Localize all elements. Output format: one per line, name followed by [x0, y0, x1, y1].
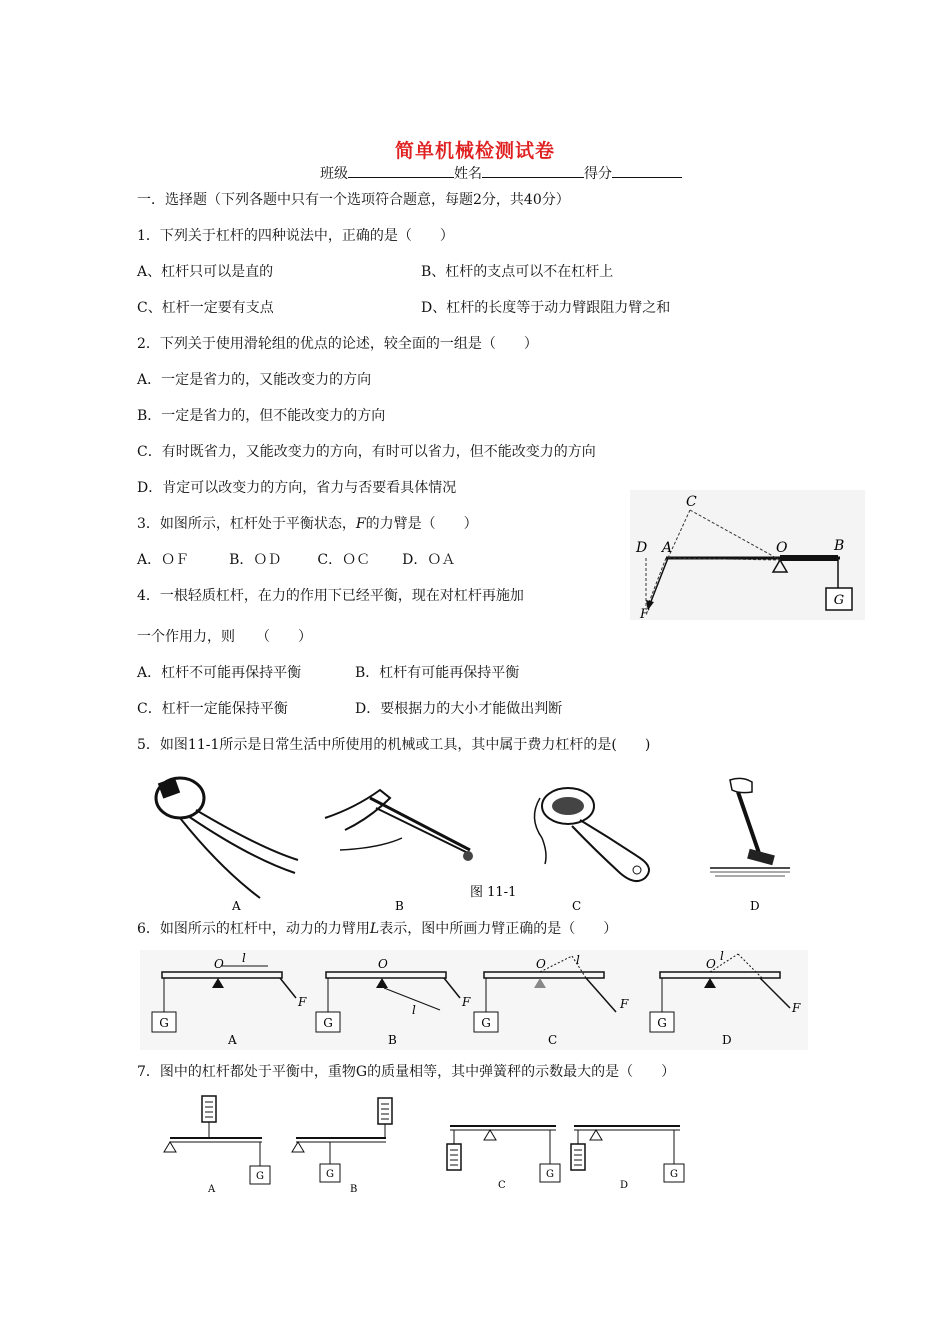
spring-scale-a-marks [205, 1102, 213, 1117]
q4-option-b: B．杠杆有可能再保持平衡 [355, 665, 520, 681]
q3-option-d: D．ＯＡ [402, 552, 456, 568]
q2-option-d: D．肯定可以改变力的方向，省力与否要看具体情况 [137, 480, 457, 496]
q7-label-c: C [498, 1180, 506, 1191]
q2-option-c: C．有时既省力，又能改变力的方向，有时可以省力，但不能改变力的方向 [137, 444, 596, 460]
lever-b-l: l [412, 1003, 416, 1017]
question-5-stem: 5．如图11-1所示是日常生活中所使用的机械或工具，其中属于费力杠杆的是( ) [137, 737, 651, 753]
q2-option-b: B．一定是省力的，但不能改变力的方向 [137, 408, 386, 424]
lever-b-fulcrum [292, 1142, 304, 1152]
spring-scale-d-marks [574, 1150, 582, 1165]
question-6-stem [137, 919, 617, 939]
q6-lever-figure [140, 950, 808, 1050]
question-3-stem [137, 514, 478, 534]
opener-body [572, 820, 649, 881]
lever-c-o: O [536, 957, 546, 971]
spring-scale-b-marks [381, 1104, 389, 1119]
lever-d-fulcrum [590, 1130, 602, 1140]
question-7-stem: 7．图中的杠杆都处于平衡中，重物G的质量相等，其中弹簧秤的示数最大的是（ ） [137, 1064, 676, 1080]
lever-c-fulcrum [484, 1130, 496, 1140]
q7-lever-figure [150, 1092, 710, 1200]
q7-label-d: D [620, 1180, 629, 1191]
q7-b-g: G [326, 1169, 334, 1180]
lever-c-g: G [481, 1016, 491, 1030]
q6-label-d: D [722, 1033, 732, 1047]
label-a: A [662, 540, 673, 556]
q3-options [137, 550, 455, 570]
q3-lever-figure [630, 490, 865, 620]
ground-hatch [710, 872, 790, 876]
label-c: C [686, 494, 697, 510]
pincer-handle-3 [180, 818, 260, 898]
q7-lever-a [164, 1096, 270, 1195]
q6-stem-pre: 6．如图所示的杠杆中，动力的力臂用 [137, 921, 370, 937]
q7-d-g: G [670, 1169, 678, 1180]
tool-label-b: B [395, 899, 404, 913]
q6-label-a: A [228, 1033, 237, 1047]
q7-lever-c [447, 1126, 560, 1191]
lever-b-o: O [378, 957, 388, 971]
score-label: 得分 [584, 166, 612, 182]
lever-a-g: G [159, 1016, 169, 1030]
lever-a-fulcrum [164, 1142, 176, 1152]
pincer-object [158, 777, 180, 798]
q3-stem-var: F [355, 516, 366, 532]
q7-label-a: A [208, 1184, 216, 1195]
question-4-stem-2: 一个作用力，则 （ ） [137, 629, 312, 645]
lever-c-f: F [620, 997, 629, 1011]
tool-b-tweezers [325, 790, 473, 913]
question-1-stem: 1．下列关于杠杆的四种说法中，正确的是（ ） [137, 228, 454, 244]
pincer-handle-1 [188, 816, 295, 873]
tool-c-bottle-opener [534, 788, 649, 913]
q3-stem-pre: 3．如图所示，杠杆处于平衡状态， [137, 516, 356, 532]
label-d: D [636, 540, 648, 556]
fig-11-1-caption: 图 11-1 [470, 885, 517, 900]
q3-option-a: A．ＯＦ [137, 552, 190, 568]
spring-scale-c [447, 1144, 461, 1170]
hand-c-outline [534, 798, 546, 864]
student-info-row [320, 163, 682, 184]
class-blank[interactable] [348, 163, 454, 178]
tool-label-a: A [232, 899, 241, 913]
cap-top [552, 797, 584, 815]
lever-a-l: l [242, 951, 246, 965]
hammer-head [747, 849, 775, 865]
opener-hole [633, 866, 641, 874]
q4-option-d: D．要根据力的大小才能做出判断 [355, 701, 563, 717]
q1-option-b: B、杠杆的支点可以不在杠杆上 [421, 264, 614, 280]
name-blank[interactable] [482, 163, 584, 178]
q3-stem-post: 的力臂是（ ） [365, 516, 478, 532]
question-4-stem-1: 4．一根轻质杠杆，在力的作用下已经平衡，现在对杠杆再施加 [137, 588, 524, 604]
q1-option-d: D、杠杆的长度等于动力臂跟阻力臂之和 [421, 300, 671, 316]
label-f: F [640, 607, 650, 620]
hammer-handle [738, 792, 760, 856]
q6-label-b: B [388, 1033, 397, 1047]
q5-tools-figure [140, 768, 800, 916]
label-o: O [776, 540, 788, 556]
class-label: 班级 [320, 166, 348, 182]
label-b: B [834, 538, 845, 554]
tool-a-pincers [156, 777, 298, 913]
lever-d-g: G [657, 1016, 667, 1030]
q4-option-a: A．杠杆不可能再保持平衡 [137, 665, 302, 681]
q6-label-c: C [548, 1033, 558, 1047]
q1-option-c: C、杠杆一定要有支点 [137, 300, 274, 316]
tweezer-arm-2 [376, 808, 470, 854]
page-title: 简单机械检测试卷 [394, 140, 555, 162]
lever-c-l: l [576, 953, 580, 967]
lever-b-f: F [462, 995, 471, 1009]
q7-a-g: G [256, 1171, 264, 1182]
tool-label-c: C [572, 899, 582, 913]
q3-option-c: C．ＯＣ [317, 552, 371, 568]
section-heading: 一．选择题（下列各题中只有一个选项符合题意，每题2分，共40分） [137, 192, 570, 208]
q2-option-a: A．一定是省力的，又能改变力的方向 [137, 372, 372, 388]
spring-scale-a [202, 1096, 216, 1122]
lever-b-g: G [323, 1016, 333, 1030]
lever-a-o: O [214, 957, 224, 971]
q7-lever-d [571, 1126, 684, 1191]
lever-d-o: O [706, 957, 716, 971]
q6-stem-post: 表示，图中所画力臂正确的是（ ） [379, 921, 618, 937]
q7-c-g: G [546, 1169, 554, 1180]
tweezer-object [463, 851, 473, 861]
finger-line [340, 838, 402, 850]
tool-d-hammer [710, 778, 790, 913]
q3-option-b: B．ＯＤ [229, 552, 282, 568]
q7-lever-b [292, 1098, 392, 1195]
lever-d-f: F [792, 1001, 801, 1015]
score-blank[interactable] [612, 163, 682, 178]
tweezer-arm-1 [370, 798, 470, 850]
q1-option-a: A、杠杆只可以是直的 [137, 264, 274, 280]
lever-a-f: F [298, 995, 307, 1009]
spring-scale-b [378, 1098, 392, 1124]
hand-d [730, 778, 752, 792]
q7-label-b: B [350, 1184, 358, 1195]
spring-scale-d [571, 1144, 585, 1170]
q6-stem-var: L [369, 921, 380, 937]
name-label: 姓名 [454, 166, 482, 182]
q4-option-c: C．杠杆一定能保持平衡 [137, 701, 288, 717]
question-2-stem: 2．下列关于使用滑轮组的优点的论述，较全面的一组是（ ） [137, 336, 538, 352]
label-g: G [833, 593, 845, 608]
spring-scale-c-marks [450, 1150, 458, 1165]
tool-label-d: D [750, 899, 760, 913]
lever-d-l: l [720, 950, 724, 963]
